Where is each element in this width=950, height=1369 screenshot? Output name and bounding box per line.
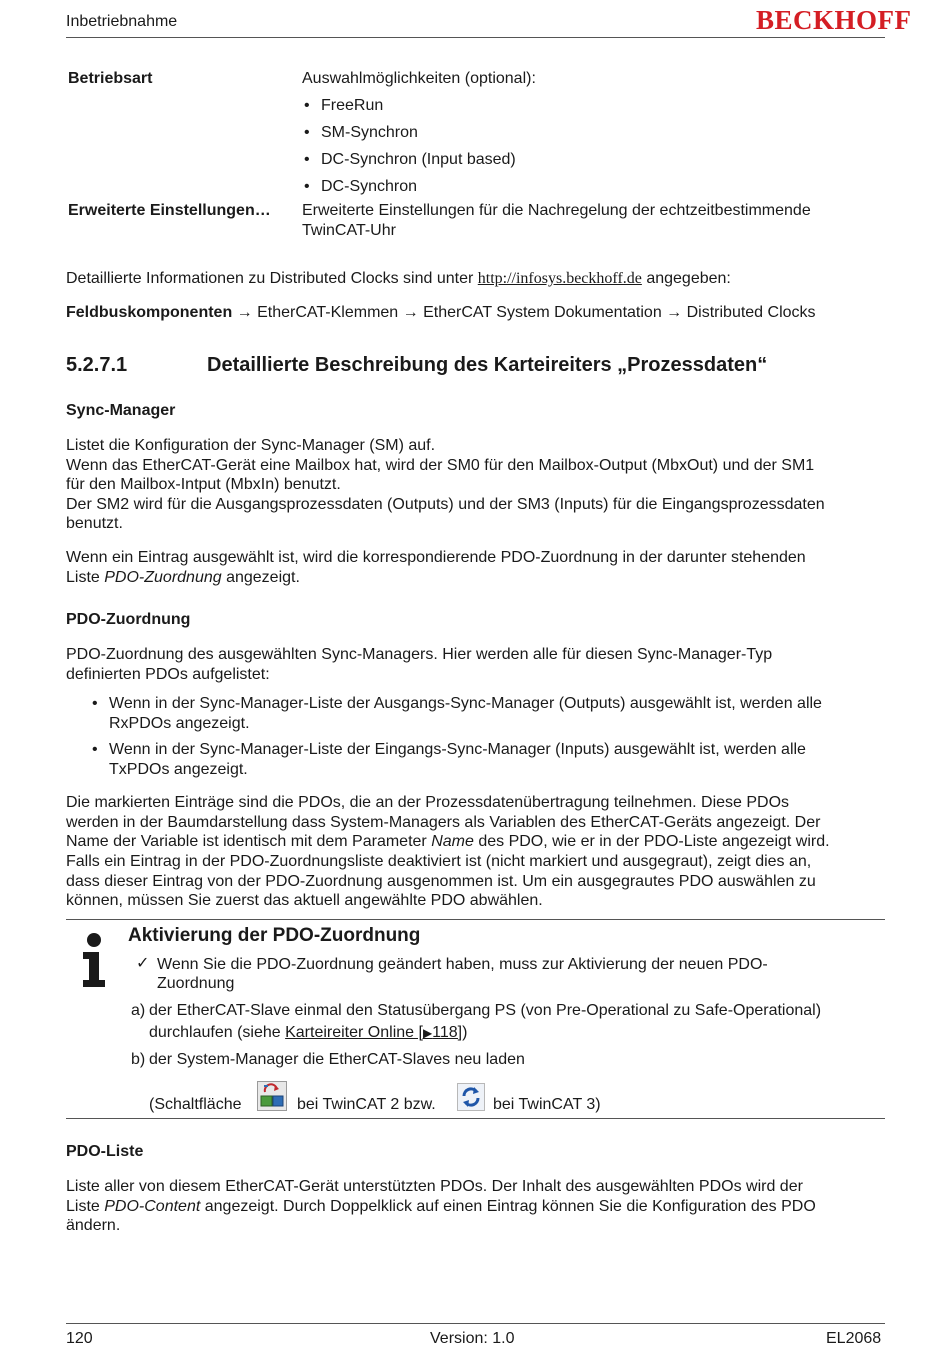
pdo-para: Falls ein Eintrag in der PDO-Zuordnungsliste deaktiviert ist (nicht markiert und ausgegraut), zeigt dies an, bbox=[66, 853, 812, 870]
pdo-para bbox=[66, 832, 830, 852]
sync-manager-heading: Sync-Manager bbox=[66, 402, 176, 419]
header-divider bbox=[66, 37, 885, 38]
note-bottom-divider bbox=[66, 1118, 885, 1119]
note-a-post: ) bbox=[462, 1024, 468, 1041]
table-text-erweitert-2: TwinCAT-Uhr bbox=[302, 222, 396, 239]
pdo-liste-italic: PDO-Content bbox=[104, 1198, 201, 1215]
pdo-liste-post: angezeigt. Durch Doppelklick auf einen Eintrag können Sie die Konfiguration des PDO bbox=[200, 1198, 816, 1215]
pdo-liste-heading: PDO-Liste bbox=[66, 1143, 144, 1160]
info-text: Detaillierte Informationen zu Distributed Clocks sind unter bbox=[66, 270, 478, 287]
section-title: Detaillierte Beschreibung des Karteireiters „Prozessdaten“ bbox=[207, 354, 768, 376]
note-b-label: b) bbox=[131, 1051, 146, 1068]
link-page: 118] bbox=[432, 1024, 463, 1041]
version-label: Version: 1.0 bbox=[430, 1330, 515, 1347]
pdo-para: Die markierten Einträge sind die PDOs, die an der Prozessdatenübertragung teilnehmen. Diese PDOs bbox=[66, 794, 790, 811]
triangle-right-icon: ▶ bbox=[422, 1026, 433, 1040]
link-text: Karteireiter Online [ bbox=[285, 1024, 423, 1041]
bullet-dot: • bbox=[92, 695, 98, 712]
note-top-divider bbox=[66, 919, 885, 920]
sm-line: Der SM2 wird für die Ausgangsprozessdaten (Outputs) und der SM3 (Inputs) für die Eingangsprozessdaten bbox=[66, 496, 825, 513]
bullet-dot: • bbox=[92, 741, 98, 758]
option-dc-synchron: DC-Synchron bbox=[321, 178, 418, 195]
pdo-bullet2: Wenn in der Sync-Manager-Liste der Eingangs-Sync-Manager (Inputs) ausgewählt ist, werden alle bbox=[109, 741, 806, 758]
bullet-dot: • bbox=[304, 97, 310, 114]
sm-p2-line1: Wenn ein Eintrag ausgewählt ist, wird die korrespondierende PDO-Zuordnung in der darunter stehenden bbox=[66, 549, 806, 566]
path-rest: → EtherCAT-Klemmen → EtherCAT System Dokumentation → Distributed Clocks bbox=[232, 304, 816, 321]
sm-line: benutzt. bbox=[66, 515, 123, 532]
option-freerun: FreeRun bbox=[321, 97, 384, 114]
pdo-intro: PDO-Zuordnung des ausgewählten Sync-Managers. Hier werden alle für diesen Sync-Manager-Typ bbox=[66, 646, 773, 663]
pdo-bullet2: TxPDOs angezeigt. bbox=[109, 761, 248, 778]
pdo-zuordnung-heading: PDO-Zuordnung bbox=[66, 611, 191, 628]
karteireiter-online-link[interactable] bbox=[285, 1024, 462, 1041]
table-text-erweitert-1: Erweiterte Einstellungen für die Nachregelung der echtzeitbestimmende bbox=[302, 202, 811, 219]
path-line bbox=[66, 303, 816, 323]
sm-p2-italic: PDO-Zuordnung bbox=[104, 569, 222, 586]
note-b-post: bei TwinCAT 3) bbox=[493, 1096, 601, 1113]
reload-refresh-icon bbox=[457, 1083, 485, 1111]
pdo-para3-italic: Name bbox=[431, 833, 474, 850]
pdo-para: können, müssen Sie zuerst das aktuell angewählte PDO abwählen. bbox=[66, 892, 543, 909]
product-name: EL2068 bbox=[826, 1330, 882, 1347]
pdo-liste-pre: Liste bbox=[66, 1198, 105, 1215]
info-line bbox=[66, 269, 731, 289]
header-title: Inbetriebnahme bbox=[66, 13, 178, 30]
note-b-schaltflaeche: (Schaltfläche bbox=[149, 1096, 242, 1113]
pdo-para: dass dieser Eintrag von der PDO-Zuordnung ausgenommen ist. Um ein ausgegrautes PDO auswählen zu bbox=[66, 873, 816, 890]
bullet-dot: • bbox=[304, 151, 310, 168]
note-check-line1: Wenn Sie die PDO-Zuordnung geändert haben, muss zur Aktivierung der neuen PDO- bbox=[157, 956, 768, 973]
bullet-dot: • bbox=[304, 178, 310, 195]
note-a-pre: durchlaufen (siehe bbox=[149, 1024, 286, 1041]
table-label-betriebsart: Betriebsart bbox=[68, 70, 153, 87]
info-icon bbox=[80, 932, 108, 992]
pdo-bullet1: Wenn in der Sync-Manager-Liste der Ausgangs-Sync-Manager (Outputs) ausgewählt ist, werden alle bbox=[109, 695, 822, 712]
option-dc-synchron-input: DC-Synchron (Input based) bbox=[321, 151, 516, 168]
beckhoff-logo: BECKHOFF bbox=[756, 5, 912, 35]
section-number: 5.2.7.1 bbox=[66, 354, 128, 376]
reload-devices-icon bbox=[257, 1081, 287, 1111]
sm-p2-line2 bbox=[66, 568, 300, 588]
check-icon: ✓ bbox=[136, 955, 150, 972]
pdo-bullet1: RxPDOs angezeigt. bbox=[109, 715, 250, 732]
note-b-mid: bei TwinCAT 2 bzw. bbox=[297, 1096, 436, 1113]
pdo-intro: definierten PDOs aufgelistet: bbox=[66, 666, 270, 683]
bullet-dot: • bbox=[304, 124, 310, 141]
pdo-liste-line2 bbox=[66, 1197, 816, 1217]
pdo-para: werden in der Baumdarstellung dass System-Managers als Variablen des EtherCAT-Geräts angezeigt. Der bbox=[66, 814, 821, 831]
table-text-auswahl: Auswahlmöglichkeiten (optional): bbox=[302, 70, 536, 87]
infosys-link[interactable]: http://infosys.beckhoff.de bbox=[477, 270, 642, 287]
note-a-line2 bbox=[149, 1023, 467, 1043]
note-b-line1: der System-Manager die EtherCAT-Slaves neu laden bbox=[149, 1051, 525, 1068]
note-check-line2: Zuordnung bbox=[157, 975, 235, 992]
pdo-liste-line3: ändern. bbox=[66, 1217, 121, 1234]
sm-p2-pre: Liste bbox=[66, 569, 105, 586]
page-number: 120 bbox=[66, 1330, 93, 1347]
option-sm-synchron: SM-Synchron bbox=[321, 124, 418, 141]
note-title: Aktivierung der PDO-Zuordnung bbox=[128, 925, 421, 946]
info-text-post: angegeben: bbox=[641, 270, 731, 287]
sm-line: Wenn das EtherCAT-Gerät eine Mailbox hat, wird der SM0 für den Mailbox-Output (MbxOut) und der SM1 bbox=[66, 457, 815, 474]
pdo-para3-post: des PDO, wie er in der PDO-Liste angezeigt wird. bbox=[473, 833, 830, 850]
pdo-liste-line1: Liste aller von diesem EtherCAT-Gerät unterstützten PDOs. Der Inhalt des ausgewählten PDOs wird der bbox=[66, 1178, 803, 1195]
path-bold: Feldbuskomponenten bbox=[66, 304, 233, 321]
pdo-para3-pre: Name der Variable ist identisch mit dem Parameter bbox=[66, 833, 432, 850]
sm-line: für den Mailbox-Intput (MbxIn) benutzt. bbox=[66, 476, 341, 493]
footer-divider bbox=[66, 1323, 885, 1324]
note-a-label: a) bbox=[131, 1002, 146, 1019]
sm-p2-post: angezeigt. bbox=[221, 569, 300, 586]
note-a-line1: der EtherCAT-Slave einmal den Statusübergang PS (von Pre-Operational zu Safe-Operational) bbox=[149, 1002, 822, 1019]
sm-line: Listet die Konfiguration der Sync-Manager (SM) auf. bbox=[66, 437, 436, 454]
table-label-erweitert: Erweiterte Einstellungen… bbox=[68, 202, 271, 219]
